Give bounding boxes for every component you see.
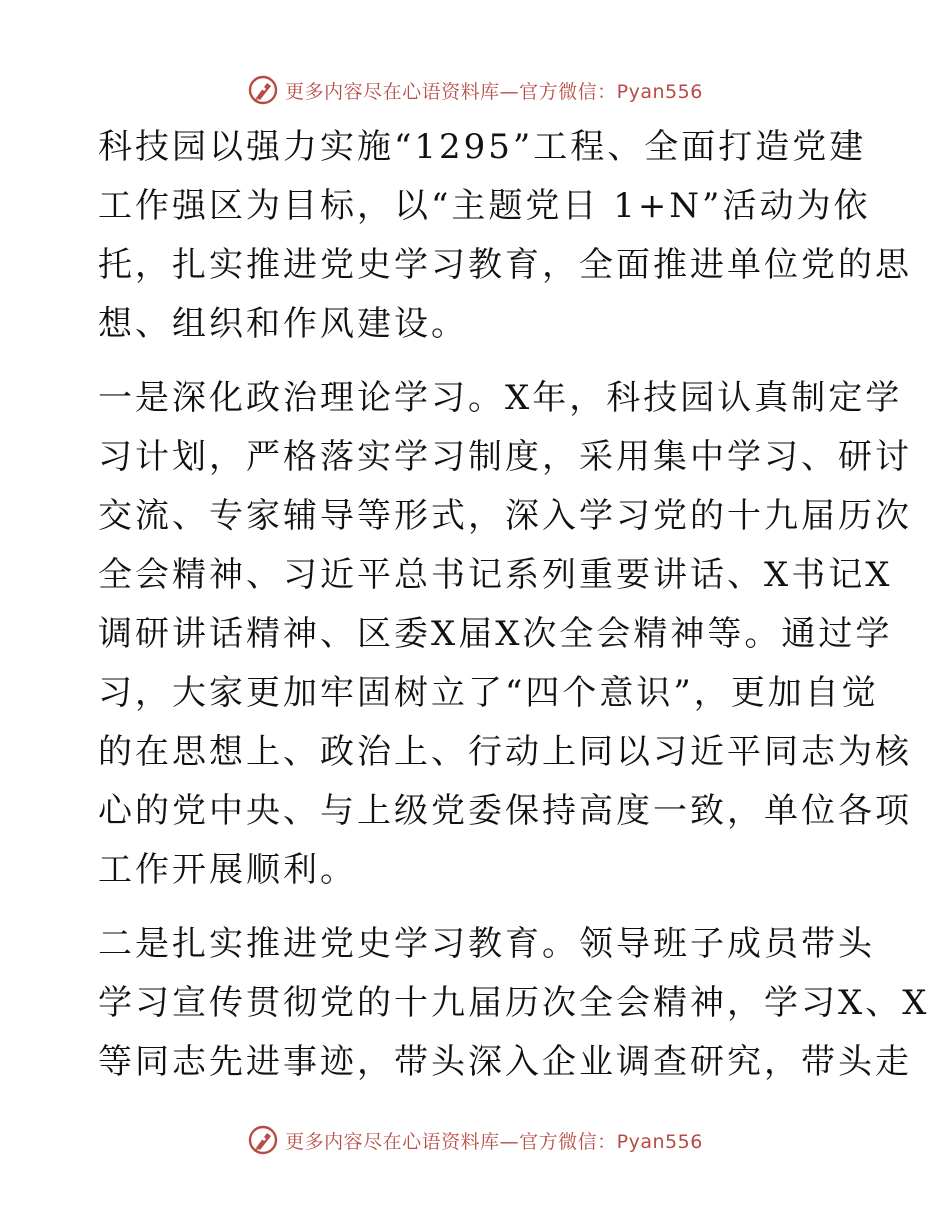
paragraph-theory-study <box>98 369 912 900</box>
text-line: 科技园以强力实施“1295”工程、全面打造党建 <box>98 127 867 167</box>
watermark-text: 更多内容尽在心语资料库—官方微信：Pyan556 <box>285 80 703 103</box>
text-line: 的在思想上、政治上、行动上同以习近平同志为核 <box>98 732 912 772</box>
text-line: 工作开展顺利。 <box>98 850 357 890</box>
paragraph-intro <box>98 118 912 354</box>
text-line: 托，扎实推进党史学习教育，全面推进单位党的思 <box>98 245 912 285</box>
text-line: 全会精神、习近平总书记系列重要讲话、X书记X <box>98 555 893 595</box>
text-line: 一是深化政治理论学习。X年，科技园认真制定学 <box>98 378 903 418</box>
text-line: 交流、专家辅导等形式，深入学习党的十九届历次 <box>98 496 912 536</box>
text-line: 二是扎实推进党史学习教育。领导班子成员带头 <box>98 924 875 964</box>
text-line: 习，大家更加牢固树立了“四个意识”，更加自觉 <box>98 673 879 713</box>
pen-nib-logo-icon <box>247 1124 279 1156</box>
text-line: 想、组织和作风建设。 <box>98 304 468 344</box>
text-line: 等同志先进事迹，带头深入企业调查研究，带头走 <box>98 1042 912 1082</box>
watermark-footer <box>0 1120 950 1160</box>
document-body <box>98 118 930 1092</box>
watermark-text: 更多内容尽在心语资料库—官方微信：Pyan556 <box>285 1130 703 1153</box>
text-line: 工作强区为目标，以“主题党日 1+N”活动为依 <box>98 186 871 226</box>
pen-nib-logo-icon <box>247 74 279 106</box>
paragraph-party-history <box>98 915 930 1092</box>
text-line: 学习宣传贯彻党的十九届历次全会精神，学习X、X <box>98 983 930 1023</box>
text-line: 调研讲话精神、区委X届X次全会精神等。通过学 <box>98 614 893 654</box>
text-line: 习计划，严格落实学习制度，采用集中学习、研讨 <box>98 437 912 477</box>
text-line: 心的党中央、与上级党委保持高度一致，单位各项 <box>98 791 912 831</box>
watermark-header <box>0 70 950 110</box>
